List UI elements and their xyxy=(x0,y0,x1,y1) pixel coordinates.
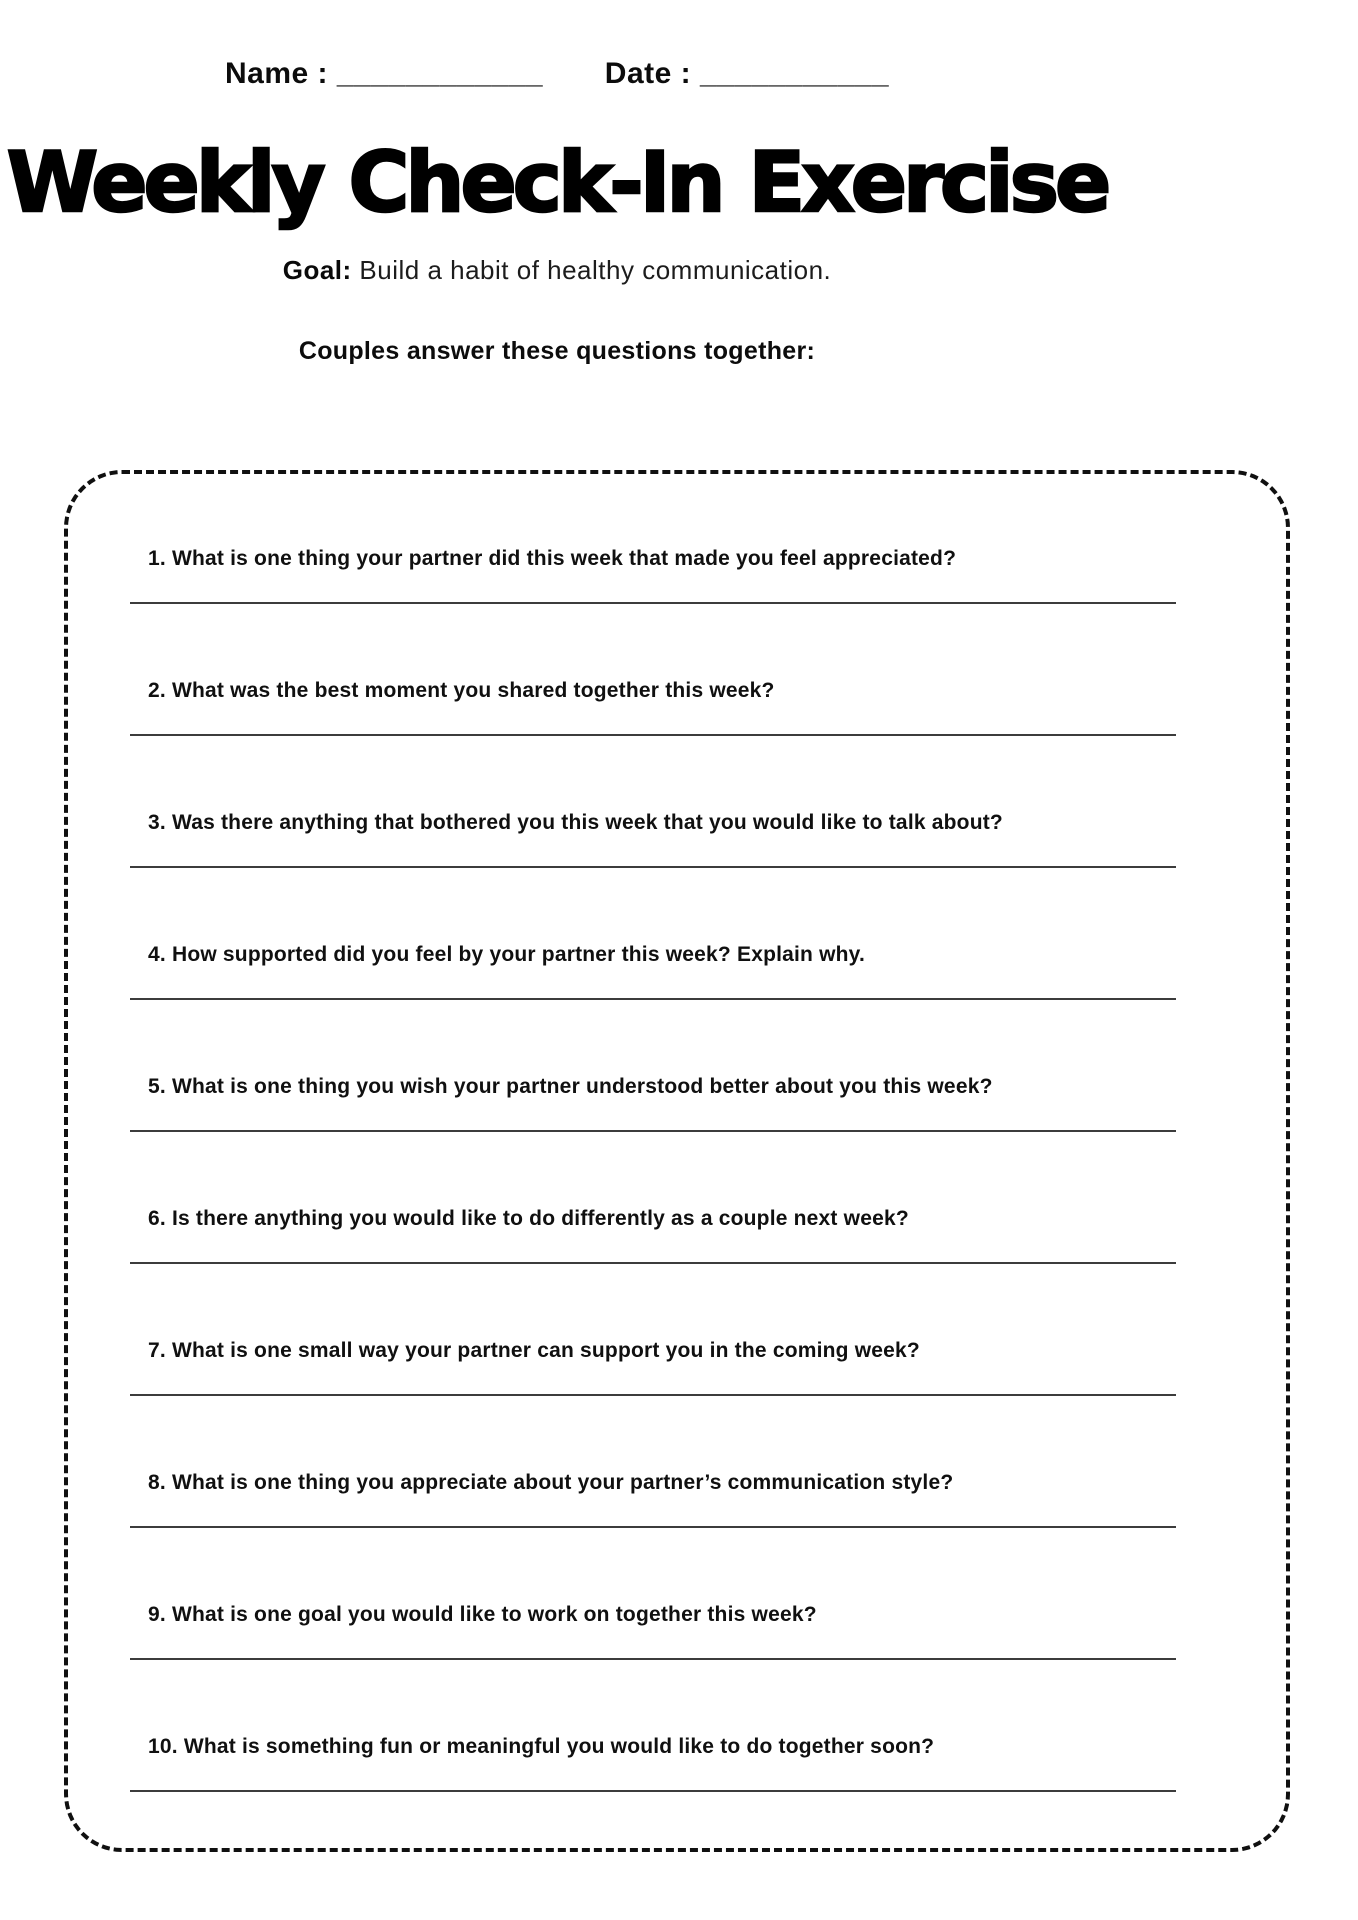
question-text: 2. What was the best moment you shared together this week? xyxy=(148,679,775,702)
goal-label: Goal: xyxy=(282,255,352,285)
name-label: Name : xyxy=(224,57,329,90)
answer-line[interactable] xyxy=(130,1394,1176,1396)
question-text: 5. What is one thing you wish your partner understood better about you this week? xyxy=(148,1075,993,1098)
name-blank-field[interactable]: ____________ xyxy=(336,57,544,90)
name-date-row xyxy=(0,56,1114,92)
header-block xyxy=(0,0,1114,366)
instruction-text: Couples answer these questions together: xyxy=(298,337,816,365)
question-text: 4. How supported did you feel by your partner this week? Explain why. xyxy=(148,943,866,966)
date-blank-field[interactable]: ___________ xyxy=(699,57,890,90)
question-text: 3. Was there anything that bothered you this week that you would like to talk about? xyxy=(148,811,1003,834)
question-text: 8. What is one thing you appreciate about your partner’s communication style? xyxy=(148,1471,954,1494)
question-item xyxy=(148,1072,1230,1132)
question-item xyxy=(148,940,1230,1000)
answer-line[interactable] xyxy=(130,866,1176,868)
answer-line[interactable] xyxy=(130,1658,1176,1660)
question-item xyxy=(148,1600,1230,1660)
goal-text: Build a habit of healthy communication. xyxy=(359,255,832,285)
answer-line[interactable] xyxy=(130,1262,1176,1264)
questions-box xyxy=(64,470,1290,1852)
question-text: 6. Is there anything you would like to do differently as a couple next week? xyxy=(148,1207,909,1230)
question-item xyxy=(148,1468,1230,1528)
date-label: Date : xyxy=(604,57,692,90)
question-item xyxy=(148,544,1230,604)
question-text: 9. What is one goal you would like to work on together this week? xyxy=(148,1603,817,1626)
answer-line[interactable] xyxy=(130,602,1176,604)
question-text: 7. What is one small way your partner can support you in the coming week? xyxy=(148,1339,920,1362)
answer-line[interactable] xyxy=(130,998,1176,1000)
question-text: 10. What is something fun or meaningful you would like to do together soon? xyxy=(148,1735,935,1758)
question-item xyxy=(148,1204,1230,1264)
question-item xyxy=(148,676,1230,736)
answer-line[interactable] xyxy=(130,1790,1176,1792)
answer-line[interactable] xyxy=(130,1130,1176,1132)
question-item xyxy=(148,1732,1230,1792)
answer-line[interactable] xyxy=(130,734,1176,736)
page-title: Weekly Check-In Exercise xyxy=(6,134,1108,231)
answer-line[interactable] xyxy=(130,1526,1176,1528)
question-text: 1. What is one thing your partner did this week that made you feel appreciated? xyxy=(148,547,957,570)
goal-line xyxy=(0,254,1114,286)
question-item xyxy=(148,1336,1230,1396)
question-item xyxy=(148,808,1230,868)
